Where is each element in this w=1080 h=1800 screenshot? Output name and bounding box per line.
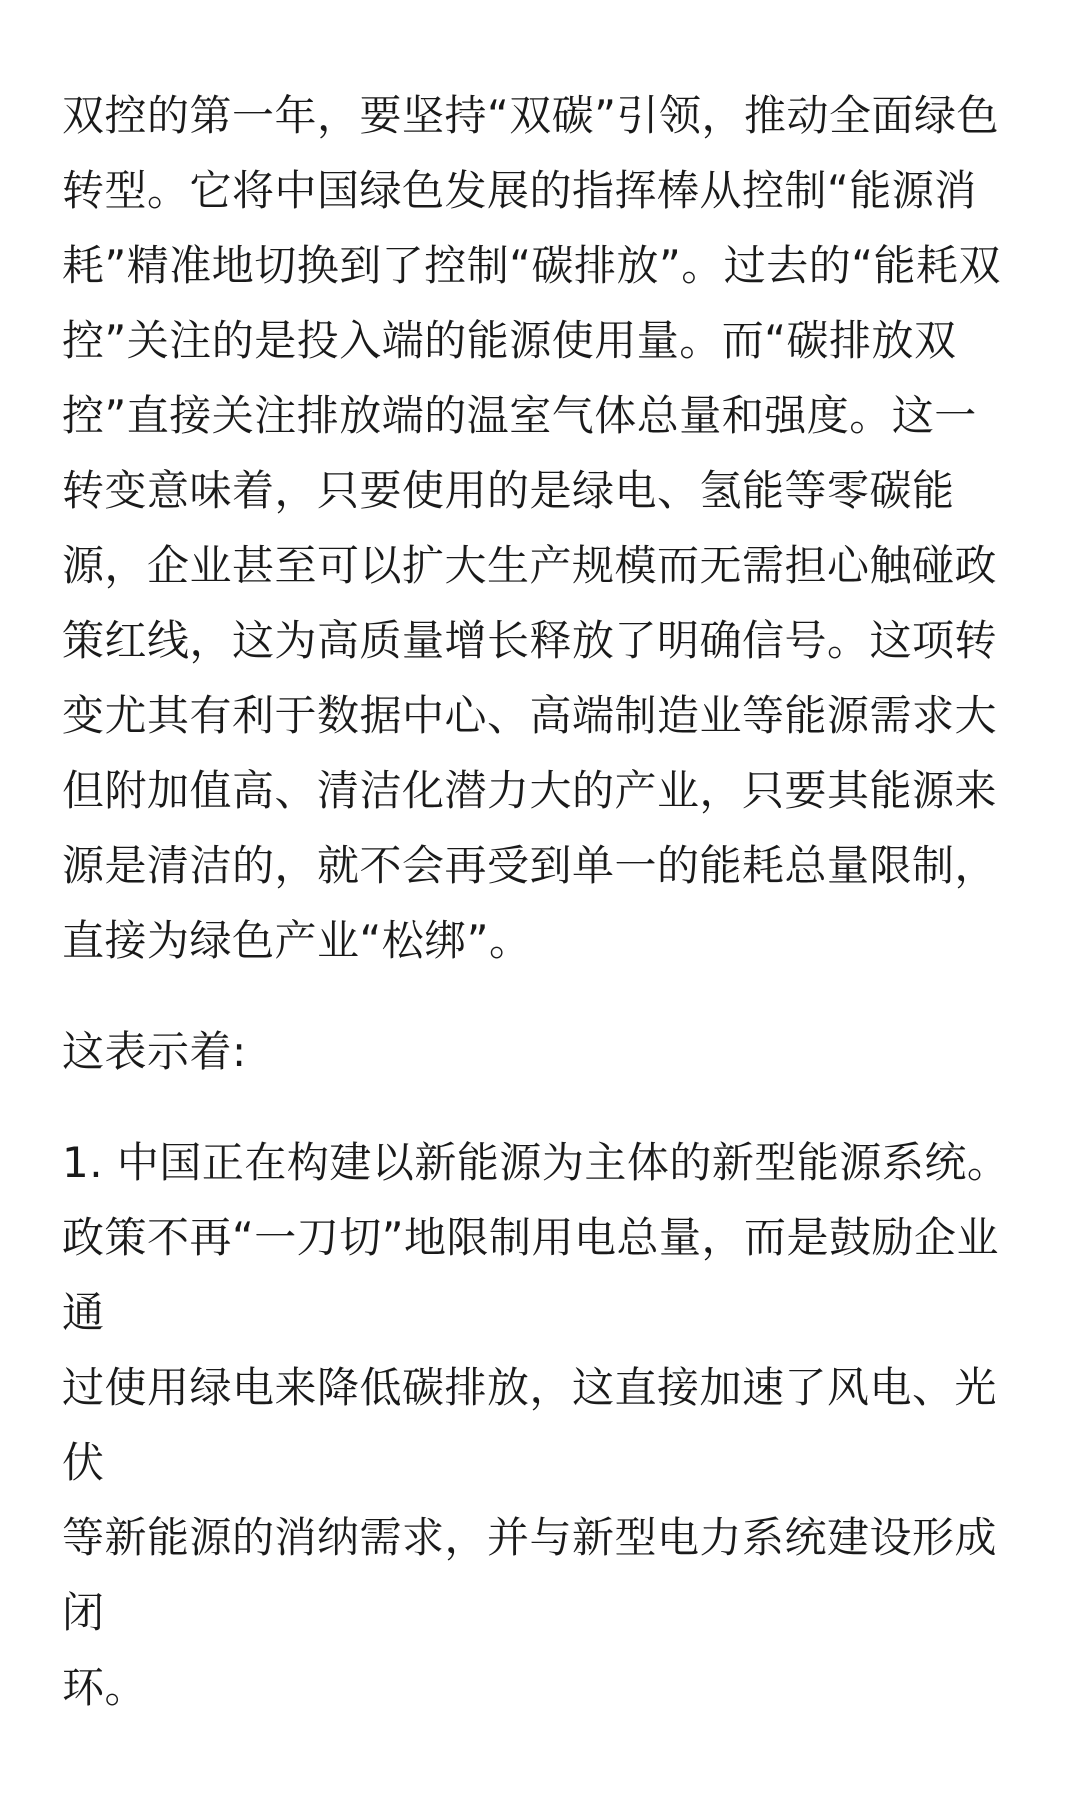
text-line: 耗”精准地切换到了控制“碳排放”。过去的“能耗双 [62,241,1002,290]
paragraph-implication-intro [62,1014,1022,1089]
text-line: 策红线，这为高质量增长释放了明确信号。这项转 [62,616,998,665]
text-line: 转型。它将中国绿色发展的指挥棒从控制“能源消 [62,166,977,215]
text-line: 源，企业甚至可以扩大生产规模而无需担心触碰政 [62,541,998,590]
text-line: 控”直接关注排放端的温室气体总量和强度。这一 [62,391,977,440]
text-line: 但附加值高、清洁化潜力大的产业，只要其能源来 [62,766,998,815]
text-line: 等新能源的消纳需求，并与新型电力系统建设形成闭 [62,1513,998,1637]
paragraph-point-one [62,1125,1022,1725]
text-line: 过使用绿电来降低碳排放，这直接加速了风电、光伏 [62,1363,998,1487]
text-line: 1. 中国正在构建以新能源为主体的新型能源系统。 [62,1138,1010,1187]
text-line: 这表示着: [62,1027,247,1076]
text-line: 转变意味着，只要使用的是绿电、氢能等零碳能 [62,466,955,515]
text-line: 变尤其有利于数据中心、高端制造业等能源需求大 [62,691,998,740]
article-body [62,78,1022,1725]
text-line: 环。 [62,1663,148,1712]
text-line: 源是清洁的，就不会再受到单一的能耗总量限制， [62,841,998,890]
text-line: 政策不再“一刀切”地限制用电总量，而是鼓励企业通 [62,1213,1000,1337]
paragraph-dual-control [62,78,1022,978]
text-line: 控”关注的是投入端的能源使用量。而“碳排放双 [62,316,957,365]
text-line: 直接为绿色产业“松绑”。 [62,916,532,965]
text-line: 双控的第一年，要坚持“双碳”引领，推动全面绿色 [62,91,1000,140]
